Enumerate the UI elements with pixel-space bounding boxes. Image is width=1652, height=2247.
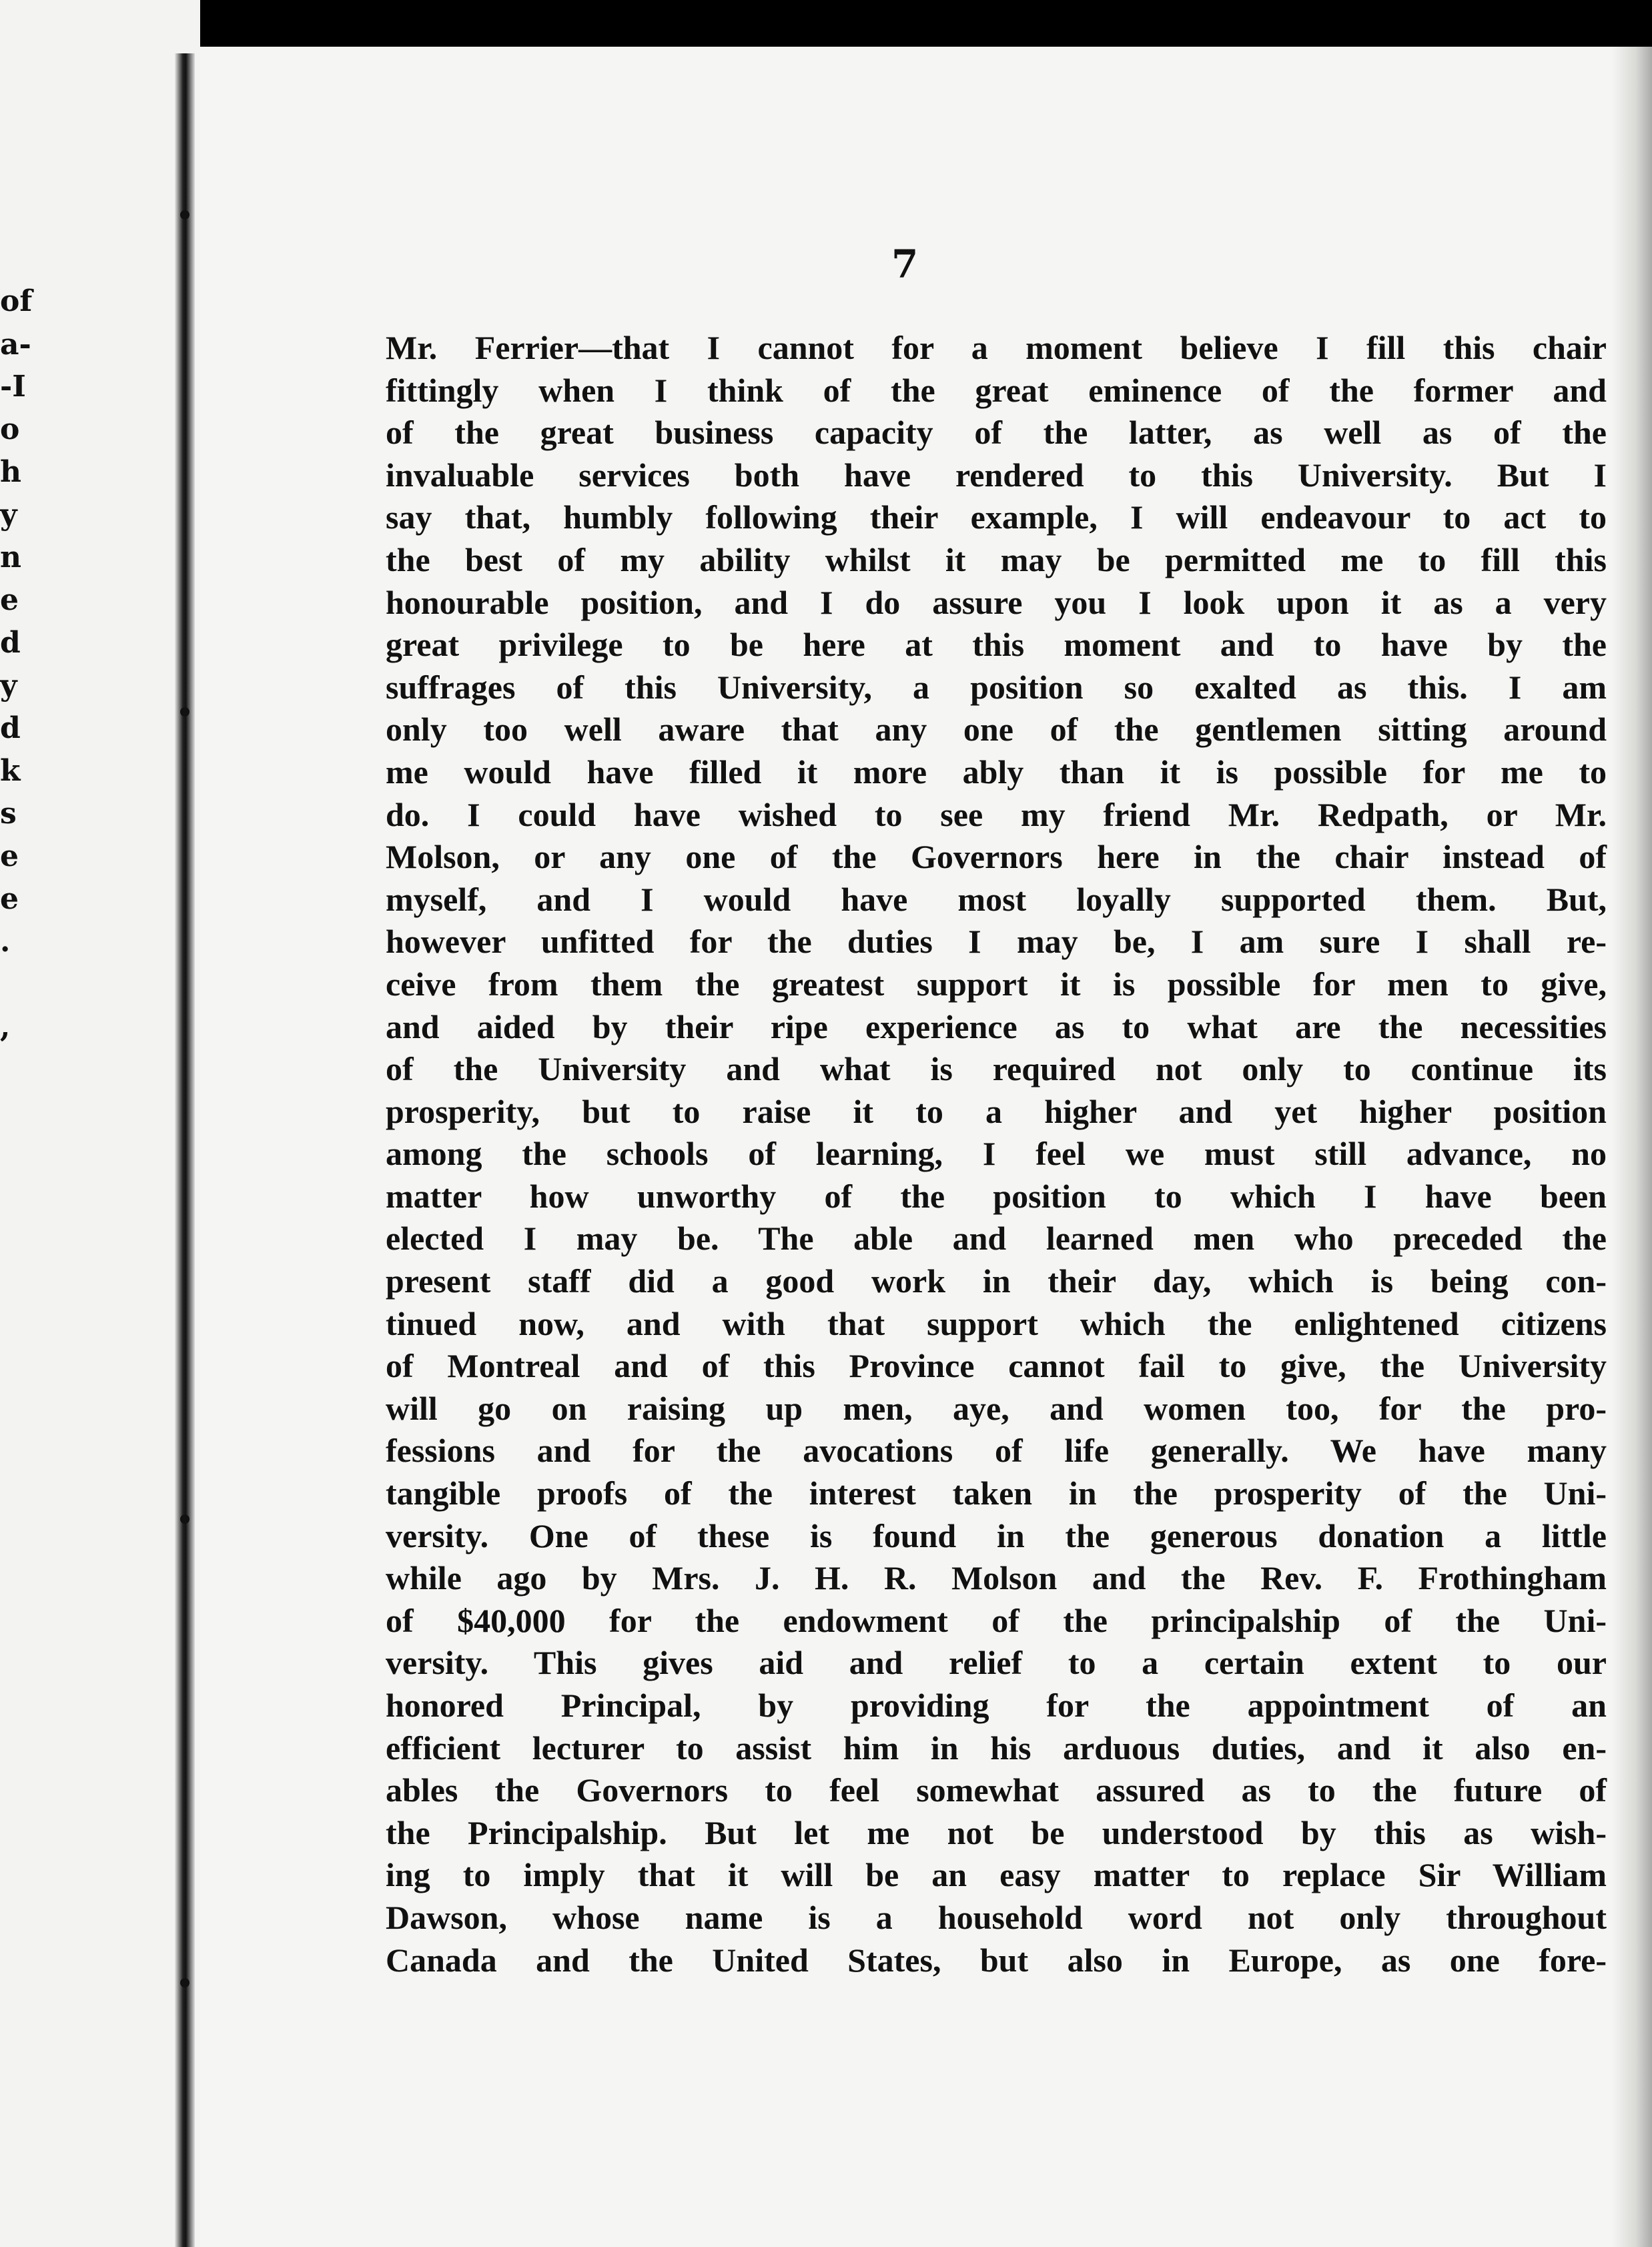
margin-fragment: y	[0, 668, 17, 703]
margin-fragment: o	[0, 412, 20, 446]
text-line: myself, and I would have most loyally supported them. But,	[386, 880, 1607, 918]
text-line: invaluable services both have rendered to this University. But I	[386, 456, 1607, 494]
text-line: do. I could have wished to see my friend Mr. Redpath, or Mr.	[386, 795, 1607, 833]
binding-gutter	[175, 53, 195, 2247]
text-line: suffrages of this University, a position so exalted as this. I am	[386, 668, 1607, 706]
text-line: ables the Governors to feel somewhat assured as to the future of	[386, 1771, 1607, 1809]
text-line: prosperity, but to raise it to a higher and yet higher position	[386, 1092, 1607, 1130]
margin-fragment: of	[0, 284, 33, 318]
binding-stitch	[180, 1978, 189, 1987]
page-number: 7	[891, 242, 919, 287]
text-line: elected I may be. The able and learned men who preceded the	[386, 1220, 1607, 1258]
text-line: ceive from them the greatest support it is possible for men to give,	[386, 965, 1607, 1003]
binding-stitch	[180, 707, 189, 717]
text-line: only too well aware that any one of the gentlemen sitting around	[386, 711, 1607, 749]
text-line: ing to imply that it will be an easy matter to replace Sir William	[386, 1856, 1607, 1894]
margin-fragment: d	[0, 626, 21, 660]
text-line: versity. This gives aid and relief to a certain extent to our	[386, 1644, 1607, 1682]
text-line: honored Principal, by providing for the appointment of an	[386, 1687, 1607, 1724]
margin-fragment: s	[0, 797, 17, 831]
text-line: Mr. Ferrier—that I cannot for a moment believe I fill this chair	[386, 329, 1607, 366]
scanned-page	[200, 47, 1652, 2247]
text-line: however unfitted for the duties I may be, I am sure I shall re-	[386, 923, 1607, 961]
margin-fragment: d	[0, 711, 21, 745]
previous-page-edge	[0, 0, 200, 2247]
margin-fragment: e	[0, 583, 19, 617]
text-line: Dawson, whose name is a household word not only throughout	[386, 1898, 1607, 1936]
margin-fragment: .	[0, 925, 11, 959]
text-line: the best of my ability whilst it may be permitted me to fill this	[386, 540, 1607, 578]
text-line: will go on raising up men, aye, and women too, for the pro-	[386, 1389, 1607, 1427]
margin-fragment: ,	[0, 1010, 11, 1044]
margin-fragment: -I	[0, 370, 26, 404]
margin-fragment: e	[0, 839, 19, 873]
text-line: present staff did a good work in their day, which is being con-	[386, 1262, 1607, 1300]
text-line: matter how unworthy of the position to which I have been	[386, 1177, 1607, 1215]
text-line: of the University and what is required not only to continue its	[386, 1050, 1607, 1088]
binding-stitch	[180, 1514, 189, 1524]
text-line: while ago by Mrs. J. H. R. Molson and the Rev. F. Frothingham	[386, 1559, 1607, 1597]
margin-fragment: h	[0, 455, 21, 489]
text-line: tangible proofs of the interest taken in the prosperity of the Uni-	[386, 1474, 1607, 1512]
margin-fragment: a-	[0, 328, 31, 362]
margin-fragment: y	[0, 498, 17, 532]
text-line: me would have filled it more ably than it is possible for me to	[386, 753, 1607, 791]
margin-fragment: n	[0, 540, 21, 574]
text-line: among the schools of learning, I feel we must still advance, no	[386, 1135, 1607, 1173]
text-line: fessions and for the avocations of life generally. We have many	[386, 1432, 1607, 1470]
text-line: of the great business capacity of the latter, as well as of the	[386, 414, 1607, 452]
body-text	[386, 327, 1607, 1981]
text-line: great privilege to be here at this moment and to have by the	[386, 626, 1607, 664]
text-line: of $40,000 for the endowment of the principalship of the Uni-	[386, 1601, 1607, 1639]
text-line: of Montreal and of this Province cannot fail to give, the University	[386, 1347, 1607, 1385]
text-line: versity. One of these is found in the generous donation a little	[386, 1516, 1607, 1554]
text-line: tinued now, and with that support which the enlightened citizens	[386, 1304, 1607, 1342]
text-line: the Principalship. But let me not be understood by this as wish-	[386, 1813, 1607, 1851]
text-line: Molson, or any one of the Governors here in the chair instead of	[386, 838, 1607, 876]
margin-fragment: e	[0, 882, 19, 916]
text-line: honourable position, and I do assure you I look upon it as a very	[386, 583, 1607, 621]
text-line: efficient lecturer to assist him in his arduous duties, and it also en-	[386, 1729, 1607, 1767]
text-line: Canada and the United States, but also in Europe, as one fore-	[386, 1941, 1607, 1979]
text-line: say that, humbly following their example, I will endeavour to act to	[386, 498, 1607, 536]
page-edge-shadow	[1612, 47, 1652, 2247]
text-line: and aided by their ripe experience as to what are the necessities	[386, 1007, 1607, 1045]
margin-fragment: k	[0, 754, 21, 788]
binding-stitch	[180, 210, 189, 219]
text-line: fittingly when I think of the great eminence of the former and	[386, 371, 1607, 409]
